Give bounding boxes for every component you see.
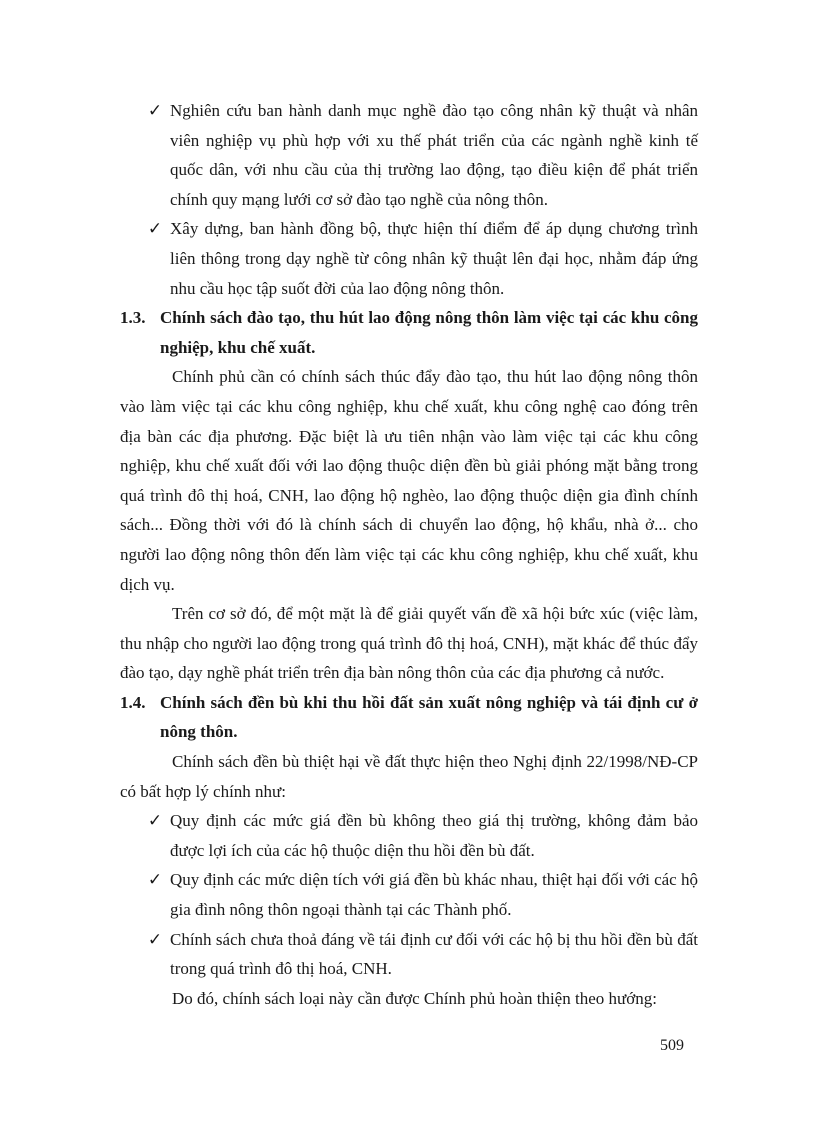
list-item — [120, 925, 698, 984]
checkmark-icon: ✓ — [147, 811, 163, 831]
section-title: Chính sách đền bù khi thu hồi đất sản xuất nông nghiệp và tái định cư ở nông thôn. — [160, 692, 698, 742]
checkmark-icon: ✓ — [147, 929, 163, 949]
page-number: 509 — [660, 1037, 684, 1054]
checkmark-icon: ✓ — [147, 101, 163, 120]
document-page — [120, 96, 698, 1013]
checkmark-icon: ✓ — [147, 219, 163, 239]
list-item-text: Xây dựng, ban hành đồng bộ, thực hiện thí điểm để áp dụng chương trình liên thông trong dạy nghề từ công nhân kỹ thuật lên đại học, nhằm đáp ứng nhu cầu học tập suốt đời của lao động nông thôn. — [170, 219, 698, 298]
section-number: 1.4. — [120, 692, 146, 712]
paragraph: Trên cơ sở đó, để một mặt là để giải quyết vấn đề xã hội bức xúc (việc làm, thu nhập cho người lao động trong quá trình đô thị hoá, CNH), mặt khác để thúc đẩy đào tạo, dạy nghề phát triển trên địa bàn nông thôn của các địa phương cả nước. — [120, 604, 698, 683]
list-item-text: Nghiên cứu ban hành danh mục nghề đào tạo công nhân kỹ thuật và nhân viên nghiệp vụ phù hợp với xu thế phát triển của các ngành nghề kinh tế quốc dân, với nhu cầu của thị trường lao động, tạo điều kiện để phát triển chính quy mạng lưới cơ sở đào tạo nghề của nông thôn. — [170, 101, 698, 209]
section-heading-1-4 — [120, 688, 698, 747]
checkmark-icon: ✓ — [147, 870, 163, 890]
section-number: 1.3. — [120, 308, 146, 328]
list-item-text: Quy định các mức diện tích với giá đền bù khác nhau, thiệt hại đối với các hộ gia đình nông thôn ngoại thành tại các Thành phố. — [170, 870, 698, 920]
list-item — [120, 865, 698, 924]
paragraph: Do đó, chính sách loại này cần được Chính phủ hoàn thiện theo hướng: — [172, 988, 657, 1008]
paragraph: Chính sách đền bù thiệt hại về đất thực hiện theo Nghị định 22/1998/NĐ-CP có bất hợp lý chính như: — [120, 752, 698, 801]
paragraph: Chính phủ cần có chính sách thúc đẩy đào tạo, thu hút lao động nông thôn vào làm việc tại các khu công nghiệp, khu chế xuất, khu công nghệ cao đóng trên địa bàn các địa phương. Đặc biệt là ưu tiên nhận vào làm việc tại các khu công nghiệp, khu chế xuất đối với lao động thuộc diện đền bù giải phóng mặt bằng trong quá trình đô thị hoá, CNH, lao động hộ nghèo, lao động thuộc diện gia đình chính sách... Đồng thời với đó là chính sách di chuyển lao động, hộ khẩu, nhà ở... cho người lao động nông thôn đến làm việc tại các khu công nghiệp, khu chế xuất, khu dịch vụ. — [120, 367, 698, 594]
list-item — [120, 214, 698, 303]
list-item — [120, 96, 698, 214]
list-item — [120, 806, 698, 865]
list-item-text: Chính sách chưa thoả đáng về tái định cư đối với các hộ bị thu hồi đền bù đất trong quá trình đô thị hoá, CNH. — [170, 929, 698, 979]
list-item-text: Quy định các mức giá đền bù không theo giá thị trường, không đảm bảo được lợi ích của các hộ thuộc diện thu hồi đền bù đất. — [170, 811, 698, 860]
section-heading-1-3 — [120, 303, 698, 362]
section-title: Chính sách đào tạo, thu hút lao động nông thôn làm việc tại các khu công nghiệp, khu chế xuất. — [160, 308, 698, 357]
